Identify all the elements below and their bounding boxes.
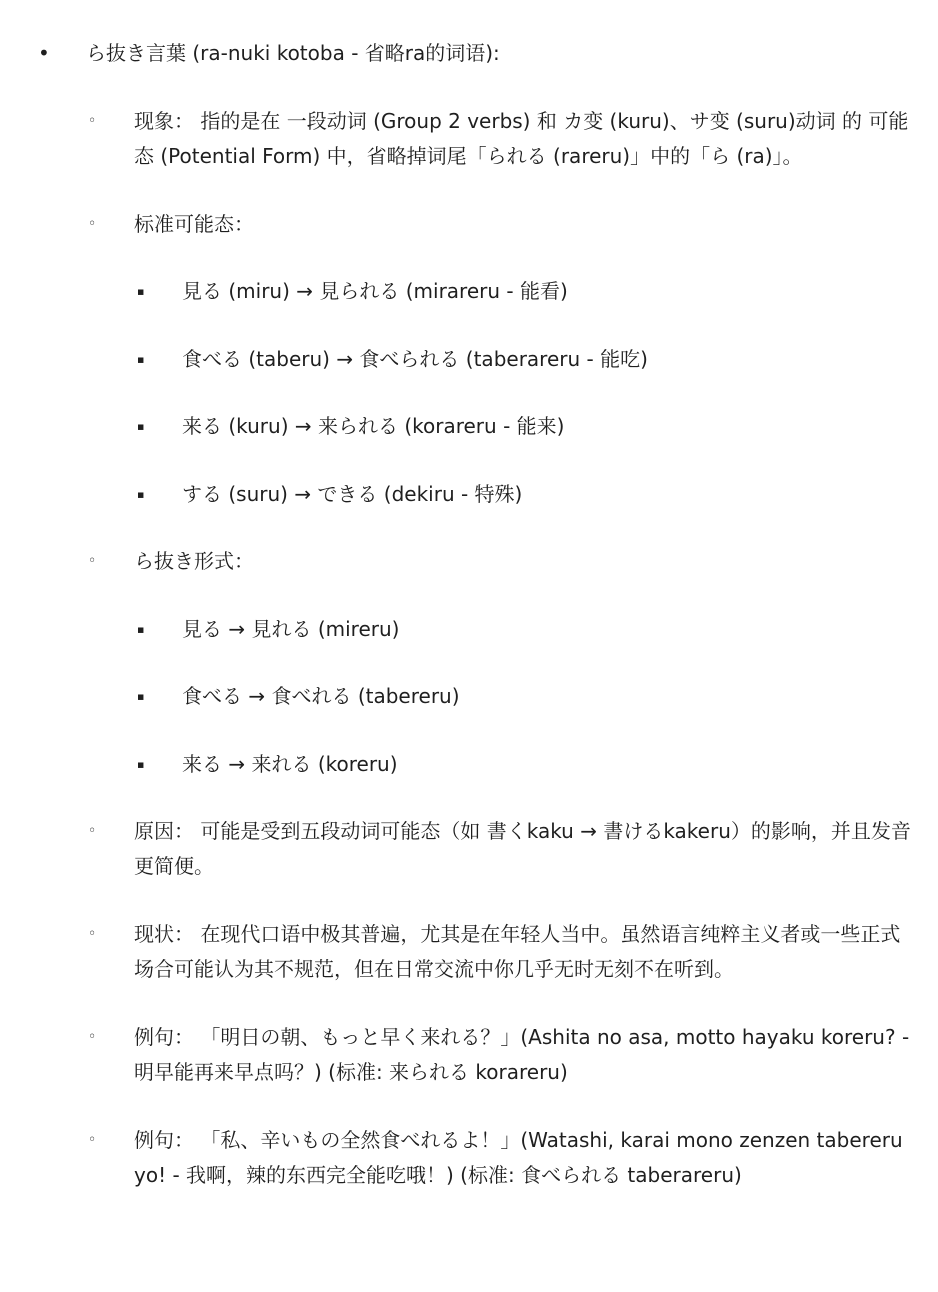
ranuki-item-2: 食べる → 食べれる (tabereru) bbox=[182, 684, 460, 708]
disc-bullet: • bbox=[38, 41, 50, 65]
circle-bullet: ◦ bbox=[88, 1029, 97, 1045]
square-bullet: ▪ bbox=[137, 353, 145, 366]
standard-item-3: 来る (kuru) → 来られる (korareru - 能来) bbox=[182, 414, 565, 438]
standard-item-1: 見る (miru) → 見られる (mirareru - 能看) bbox=[182, 279, 568, 303]
phenomenon-text: 指的是在 一段动词 (Group 2 verbs) 和 カ变 (kuru)、サ变 (suru)动词 的 可能态 (Potential Form) 中，省略掉词尾「られる (rareru)」中的「ら (ra)」。 bbox=[134, 109, 909, 168]
title-item: ら抜き言葉 (ra-nuki kotoba - 省略ra的词语): bbox=[86, 41, 500, 65]
example-label: 例句： bbox=[134, 1128, 194, 1152]
status-text: 在现代口语中极其普遍，尤其是在年轻人当中。虽然语言纯粹主义者或一些正式场合可能认为其不规范，但在日常交流中你几乎无时无刻不在听到。 bbox=[134, 922, 901, 981]
example-label: 例句： bbox=[134, 1025, 194, 1049]
square-bullet: ▪ bbox=[137, 285, 145, 298]
phenomenon-item bbox=[134, 104, 914, 174]
square-bullet: ▪ bbox=[137, 420, 145, 433]
reason-item bbox=[134, 814, 914, 884]
example-text: 「明日の朝、もっと早く来れる？」(Ashita no asa, motto hayaku koreru? - 明早能再来早点吗？) (标准: 来られる korareru) bbox=[134, 1025, 910, 1084]
status-item bbox=[134, 917, 914, 987]
example-item-1 bbox=[134, 1020, 914, 1090]
ranuki-item-3: 来る → 来れる (koreru) bbox=[182, 752, 398, 776]
circle-bullet: ◦ bbox=[88, 823, 97, 839]
reason-label: 原因： bbox=[134, 819, 194, 843]
ranuki-item-1: 見る → 見れる (mireru) bbox=[182, 617, 400, 641]
circle-bullet: ◦ bbox=[88, 1132, 97, 1148]
circle-bullet: ◦ bbox=[88, 216, 97, 232]
circle-bullet: ◦ bbox=[88, 926, 97, 942]
status-label: 现状： bbox=[134, 922, 194, 946]
square-bullet: ▪ bbox=[137, 690, 145, 703]
standard-item-4: する (suru) → できる (dekiru - 特殊) bbox=[182, 482, 523, 506]
circle-bullet: ◦ bbox=[88, 113, 97, 129]
phenomenon-label: 现象： bbox=[134, 109, 194, 133]
reason-text: 可能是受到五段动词可能态（如 書くkaku → 書けるkakeru）的影响，并且发音更简便。 bbox=[134, 819, 911, 878]
example-item-2 bbox=[134, 1123, 914, 1193]
standard-item-2: 食べる (taberu) → 食べられる (taberareru - 能吃) bbox=[182, 347, 648, 371]
example-text: 「私、辛いもの全然食べれるよ！」(Watashi, karai mono zenzen tabereru yo! - 我啊，辣的东西完全能吃哦！) (标准: 食べられる taberareru) bbox=[134, 1128, 903, 1187]
square-bullet: ▪ bbox=[137, 623, 145, 636]
square-bullet: ▪ bbox=[137, 758, 145, 771]
circle-bullet: ◦ bbox=[88, 553, 97, 569]
ranuki-label: ら抜き形式： bbox=[134, 549, 254, 573]
square-bullet: ▪ bbox=[137, 488, 145, 501]
standard-label: 标准可能态： bbox=[134, 212, 254, 236]
